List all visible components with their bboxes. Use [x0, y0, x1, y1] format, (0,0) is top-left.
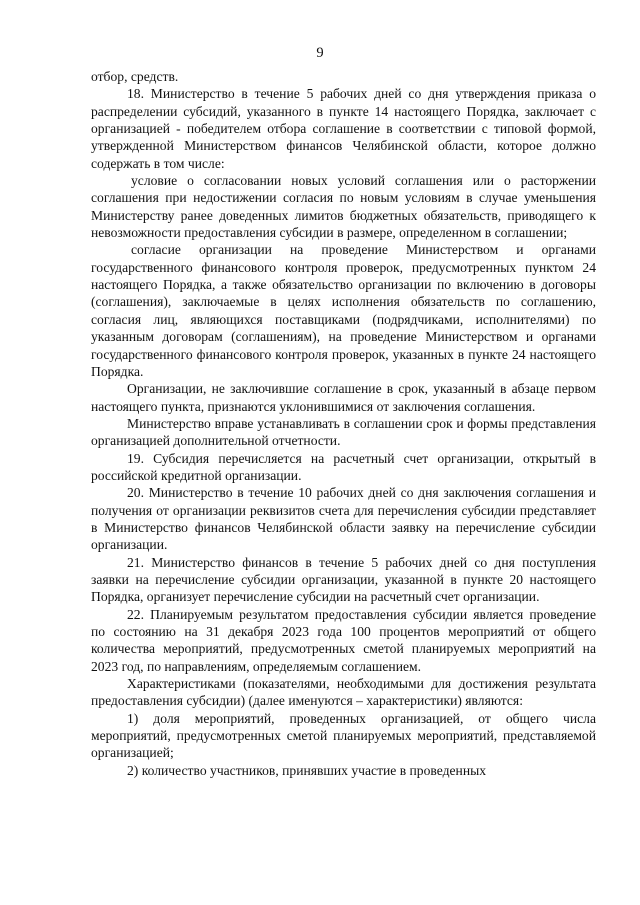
paragraph-characteristic-2: 2) количество участников, принявших участие в проведенных — [127, 762, 487, 778]
page-number: 9 — [316, 45, 324, 61]
paragraph-item-19: 19. Субсидия перечисляется на расчетный счет организации, открытый в российской кредитной организации. — [91, 450, 596, 483]
paragraph-consent-inspections: согласие организации на проведение Министерством и органами государственного финансового контроля проверок, предусмотренных пунктом 24 настоящего Порядка, а также обязательство организации по включению в договоры (соглашения), заключаемые в целях исполнения обязательств по соглашению, согласия лиц, являющихся поставщиками (подрядчиками, исполнителями) по указанным договорам (соглашениям), на проведение Министерством и органами государственного финансового контроля проверок, указанных в пункте 24 настоящего Порядка. — [91, 242, 596, 379]
paragraph-additional-reporting: Министерство вправе устанавливать в соглашении срок и формы представления организацией дополнительной отчетности. — [91, 415, 596, 449]
paragraph-item-21: 21. Министерство финансов в течение 5 рабочих дней со дня поступления заявки на перечисление субсидии организации, указанной в пункте 20 настоящего Порядка, организует перечисление субсидии на расчетный счет организации. — [91, 554, 596, 605]
paragraph-continuation: отбор, средств. — [91, 69, 179, 84]
paragraph-item-18: 18. Министерство в течение 5 рабочих дней со дня утверждения приказа о распределении субсидий, указанного в пункте 14 настоящего Порядка, заключает с организацией - победителем отбора соглашение в соответствии с типовой формой, утвержденной Министерством финансов Челябинской области, которое должно содержать в том числе: — [91, 86, 596, 171]
paragraph-item-22: 22. Планируемым результатом предоставления субсидии является проведение по состоянию на 31 декабря 2023 года 100 процентов мероприятий от общего количества мероприятий, предусмотренных сметой планируемых мероприятий на 2023 год, по направлениям, определяемым соглашением. — [91, 606, 596, 674]
paragraph-evasion: Организации, не заключившие соглашение в срок, указанный в абзаце первом настоящего пункта, признаются уклонившимися от заключения соглашения. — [91, 381, 596, 414]
paragraph-characteristic-1: 1) доля мероприятий, проведенных организацией, от общего числа мероприятий, предусмотренных сметой планируемых мероприятий, представляемой организацией; — [91, 710, 596, 761]
paragraph-condition-renegotiation: условие о согласовании новых условий соглашения или о расторжении соглашения при недостижении согласия по новым условиям в случае уменьшения Министерству ранее доведенных лимитов бюджетных обязательств, приводящего к невозможности предоставления субсидии в размере, определенном в соглашении; — [91, 173, 596, 241]
document-body — [91, 68, 596, 779]
paragraph-characteristics: Характеристиками (показателями, необходимыми для достижения результата предоставления субсидии) (далее именуются – характеристики) являются: — [91, 676, 596, 709]
paragraph-item-20: 20. Министерство в течение 10 рабочих дней со дня заключения соглашения и получения от организации реквизитов счета для перечисления субсидии представляет в Министерство финансов Челябинской области заявку на перечисление субсидии организации. — [91, 485, 596, 553]
